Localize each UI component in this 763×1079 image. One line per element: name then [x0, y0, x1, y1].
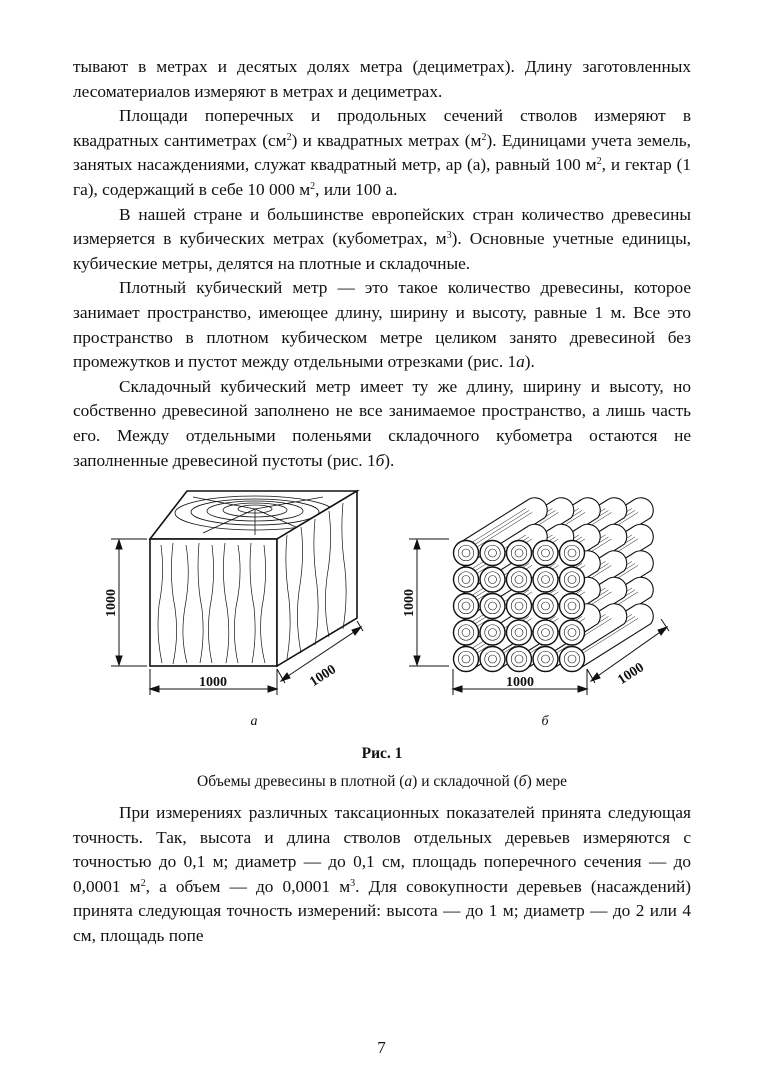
- text-run: ).: [384, 450, 395, 470]
- italic-letter: а: [516, 352, 525, 372]
- log-end: [454, 594, 479, 619]
- text-run: ). Основные учетные единицы, кубические метры, делятся на плотные и складочные.: [73, 229, 691, 273]
- log-end: [507, 594, 532, 619]
- superscript: 2: [596, 156, 602, 168]
- log-end: [507, 620, 532, 645]
- log-end: [533, 567, 558, 592]
- log-end: [533, 620, 558, 645]
- log-end: [480, 647, 505, 672]
- caption-text: ) и складочной (: [412, 773, 519, 791]
- paragraph-1-text: тывают в метрах и десятых долях метра (дециметрах). Длину заготовленных лесоматериалов измеряют в метрах и дециметрах.: [73, 57, 691, 101]
- log-end: [480, 567, 505, 592]
- sublabel-a: а: [250, 714, 258, 730]
- text-run: Складочный кубический метр имеет ту же длину, ширину и высоту, но собственно древесиной заполнено не все занимаемое пространство, а лишь часть его. Между отдельными поленьями складочного кубометра остаются не заполненные древесиной пустоты (рис. 1: [73, 376, 691, 470]
- sublabel-b: б: [541, 714, 549, 730]
- log-end: [507, 541, 532, 566]
- stack-depth-label: 1000: [615, 660, 647, 689]
- paragraph-1: [73, 55, 691, 104]
- log-end: [454, 541, 479, 566]
- text-run: ). Единицами учета земель, занятых насаждениями, служат квадратный метр, ар (а), равный 100 м: [73, 130, 691, 175]
- log-end: [533, 541, 558, 566]
- caption-italic-a: а: [404, 773, 413, 791]
- superscript: 3: [350, 877, 356, 889]
- text-run: Плотный кубический метр — это такое количество древесины, которое занимает пространство, имеющее длину, ширину и высоту, равные 1 м. Все это пространство в плотном кубическом метре целиком занято древесиной без промежутков и пустот между отдельными отрезками (рис. 1: [73, 278, 691, 372]
- text-run: Площади поперечных и продольных сечений стволов измеряют в квадратных сантиметрах (см: [73, 106, 691, 150]
- paragraph-3: [73, 203, 691, 277]
- superscript: 2: [310, 180, 316, 192]
- log-end: [454, 567, 479, 592]
- caption-text: Объемы древесины в плотной (: [197, 773, 405, 791]
- figure-1: [73, 483, 691, 745]
- log-stack: [454, 498, 654, 672]
- superscript: 3: [446, 230, 452, 242]
- log-end: [454, 647, 479, 672]
- text-run: При измерениях различных таксационных показателей принята следующая точность. Так, высота и длина стволов отдельных деревьев измеряются с точностью до 0,1 м; диаметр — до 0,1 см, площадь поперечного сечения — до 0,0001 м: [73, 803, 691, 896]
- stack-width-label: 1000: [506, 675, 534, 691]
- log-end: [507, 647, 532, 672]
- text-run: , и гектар (1 га), содержащий в себе 10 000 м: [73, 155, 692, 199]
- page-content: [73, 55, 691, 949]
- figure-1-drawing: [73, 483, 691, 745]
- page-number: 7: [377, 1038, 386, 1057]
- figure-caption: [73, 773, 691, 791]
- solid-cube: [111, 491, 363, 695]
- text-run: ).: [524, 352, 535, 372]
- log-end: [454, 620, 479, 645]
- log-end: [480, 620, 505, 645]
- caption-text: ) мере: [526, 773, 567, 791]
- log-end: [560, 567, 585, 592]
- figure-title: Рис. 1: [361, 745, 403, 763]
- text-run: , или 100 а.: [315, 179, 398, 199]
- text-run: . Для совокупности деревьев (насаждений) принята следующая точность измерений: высота — до 1 м; диаметр — до 2 или 4 см, площадь попе: [73, 876, 692, 946]
- caption-italic-b: б: [518, 773, 527, 791]
- paragraph-2: [73, 104, 691, 202]
- cube-height-label: 1000: [104, 589, 119, 618]
- log-end: [560, 541, 585, 566]
- italic-letter: б: [375, 450, 385, 470]
- log-end: [507, 567, 532, 592]
- text-run: В нашей стране и большинстве европейских стран количество древесины измеряется в кубических метрах (кубометрах, м: [73, 204, 691, 249]
- text-run: ) и квадратных метрах (м: [291, 130, 482, 150]
- log-end: [480, 594, 505, 619]
- cube-depth-label: 1000: [307, 662, 339, 691]
- text-run: , а объем — до 0,0001 м: [145, 876, 351, 896]
- paragraph-6: [73, 801, 691, 949]
- log-end: [533, 647, 558, 672]
- superscript: 2: [140, 877, 146, 889]
- log-end: [480, 541, 505, 566]
- paragraph-4: [73, 276, 691, 374]
- superscript: 2: [286, 131, 292, 143]
- log-end: [560, 620, 585, 645]
- log-end: [560, 647, 585, 672]
- log-end: [560, 594, 585, 619]
- cube-width-label: 1000: [199, 675, 227, 691]
- paragraph-5: [73, 375, 691, 473]
- superscript: 2: [481, 131, 487, 143]
- stack-height-label: 1000: [402, 589, 417, 618]
- log-end: [533, 594, 558, 619]
